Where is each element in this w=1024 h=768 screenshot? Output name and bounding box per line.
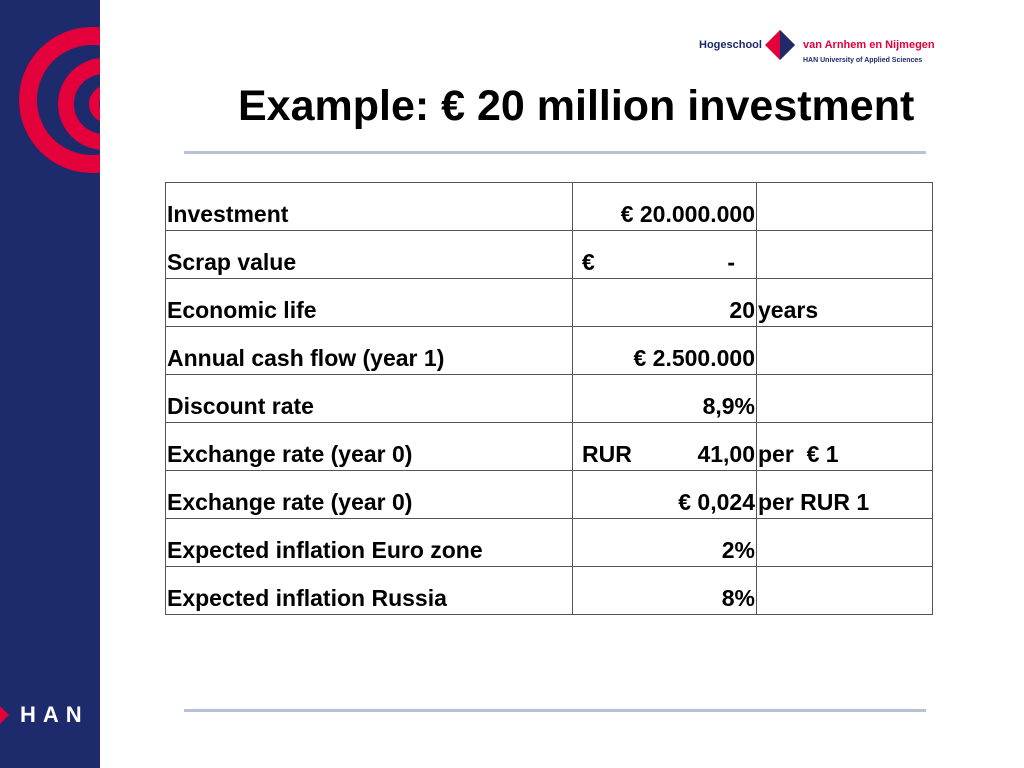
han-logo-text: HAN: [20, 702, 89, 727]
slide-title: Example: € 20 million investment: [238, 82, 915, 130]
row-label: Expected inflation Russia: [166, 567, 573, 615]
diamond-logo-icon: [765, 30, 795, 60]
row-value: [573, 231, 757, 279]
investment-table: [165, 182, 933, 615]
row-label: Discount rate: [166, 375, 573, 423]
row-unit: per RUR 1: [757, 471, 933, 519]
row-label: Economic life: [166, 279, 573, 327]
sidebar-band: [0, 0, 100, 768]
divider-bottom: [184, 709, 926, 712]
row-unit: [757, 183, 933, 231]
han-arrow-icon: [0, 706, 9, 724]
table-row: [166, 471, 933, 519]
row-label: Annual cash flow (year 1): [166, 327, 573, 375]
row-label: Exchange rate (year 0): [166, 471, 573, 519]
row-value-prefix: RUR: [582, 441, 632, 467]
han-logo: [0, 700, 100, 730]
table-row: [166, 567, 933, 615]
row-unit: years: [757, 279, 933, 327]
row-unit: [757, 375, 933, 423]
row-value: 8,9%: [573, 375, 757, 423]
row-value: € 0,024: [573, 471, 757, 519]
row-unit: [757, 327, 933, 375]
row-label: Exchange rate (year 0): [166, 423, 573, 471]
row-value-suffix: 41,00: [697, 441, 755, 467]
table-row: [166, 519, 933, 567]
table-row: [166, 279, 933, 327]
row-value: 8%: [573, 567, 757, 615]
row-unit: per € 1: [757, 423, 933, 471]
row-label: Expected inflation Euro zone: [166, 519, 573, 567]
row-value: € 2.500.000: [573, 327, 757, 375]
row-unit: [757, 231, 933, 279]
table-row: [166, 231, 933, 279]
institution-subtitle: HAN University of Applied Sciences: [803, 57, 923, 64]
row-value: [573, 423, 757, 471]
sidebar-graphic: [0, 0, 100, 768]
institution-name-left: Hogeschool: [699, 39, 762, 51]
table-row: [166, 423, 933, 471]
row-value: € 20.000.000: [573, 183, 757, 231]
table-row: [166, 327, 933, 375]
table-row: [166, 183, 933, 231]
divider-top: [184, 151, 926, 154]
institution-name-right: van Arnhem en Nijmegen: [803, 39, 935, 51]
row-unit: [757, 519, 933, 567]
row-label: Scrap value: [166, 231, 573, 279]
row-value-prefix: €: [582, 249, 595, 275]
row-label: Investment: [166, 183, 573, 231]
institution-logo: [696, 24, 936, 68]
row-value-suffix: -: [727, 249, 735, 275]
table-row: [166, 375, 933, 423]
row-value: 2%: [573, 519, 757, 567]
row-value: 20: [573, 279, 757, 327]
row-unit: [757, 567, 933, 615]
